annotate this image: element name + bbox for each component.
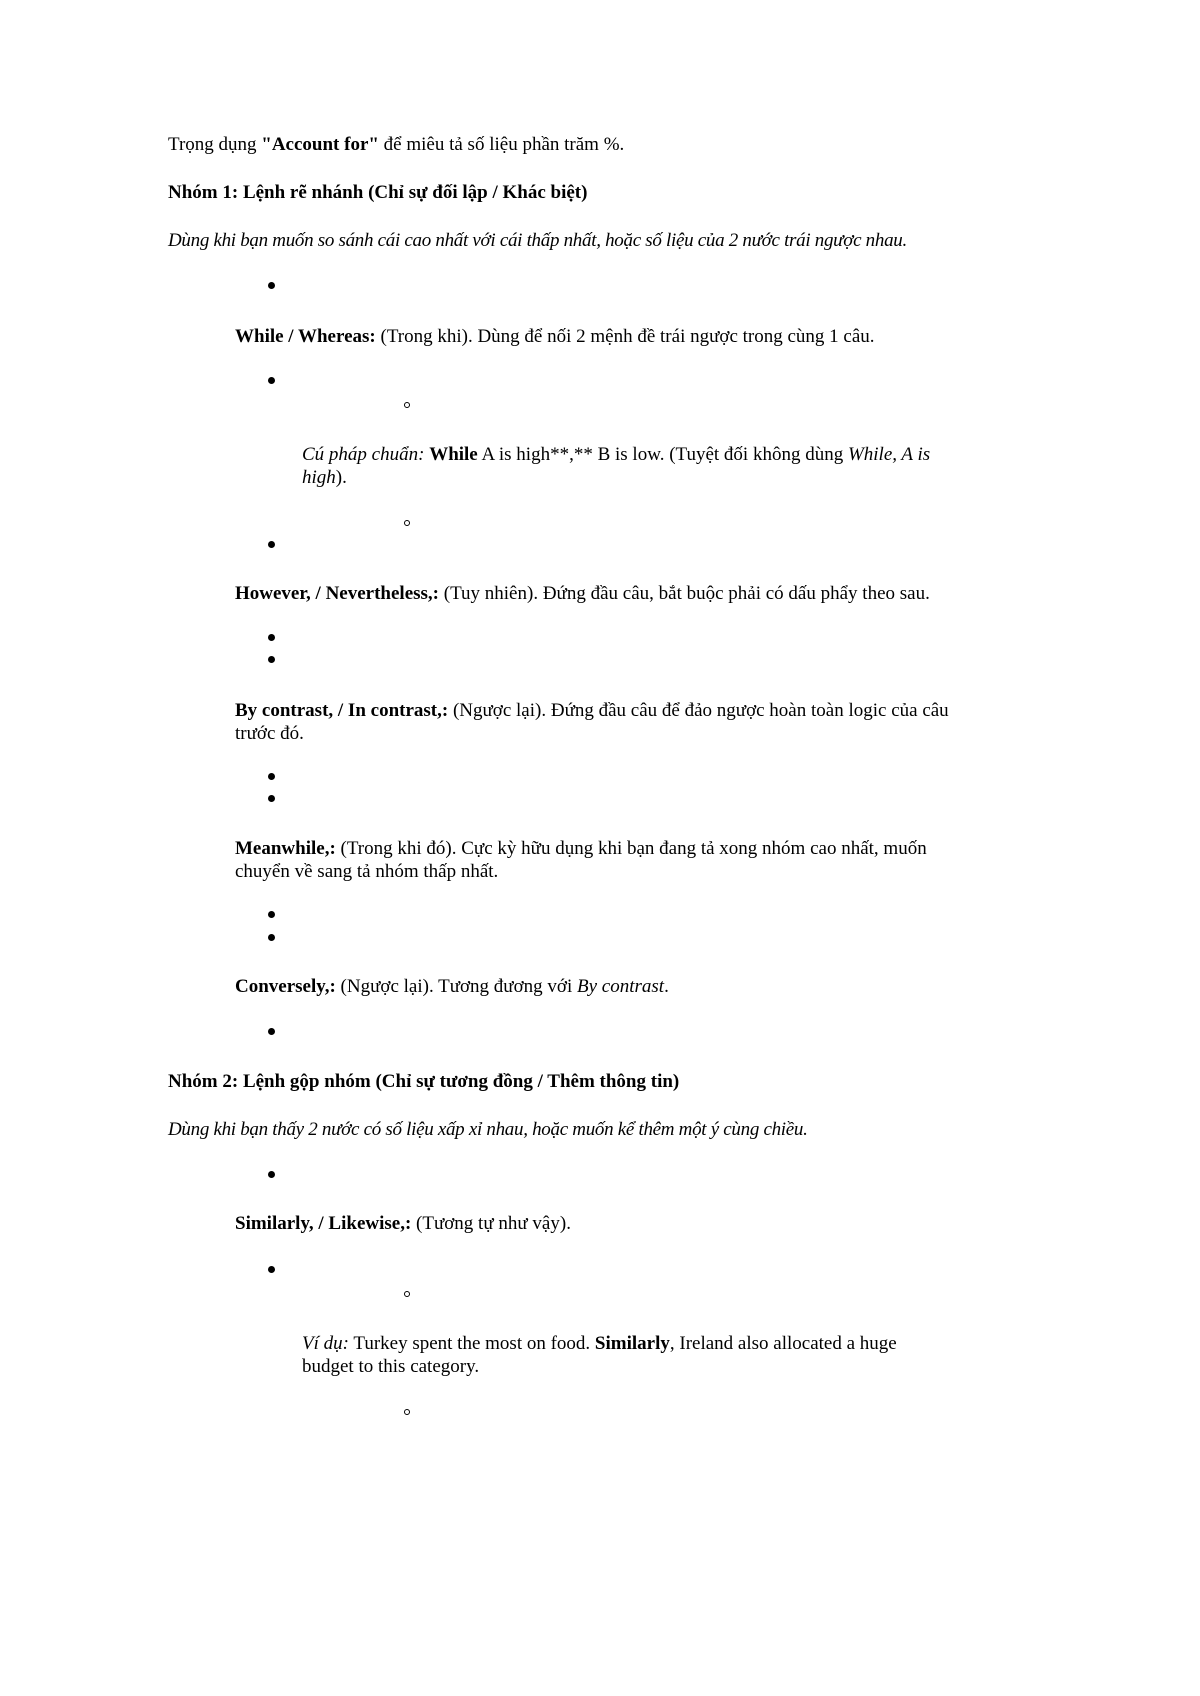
however-item <box>235 582 930 605</box>
syntax-italic-tail: While, A is high <box>302 444 931 488</box>
however-term: However, / Nevertheless,: <box>235 583 440 604</box>
syntax-bold-word: While <box>429 444 478 465</box>
conversely-end: . <box>664 976 669 997</box>
example-bold-word: Similarly <box>594 1333 670 1354</box>
while-text: (Trong khi). Dùng để nối 2 mệnh đề trái ngược trong cùng 1 câu. <box>375 326 875 347</box>
intro-prefix: Trọng dụng <box>168 134 262 155</box>
bullet-dot <box>268 1266 275 1273</box>
bullet-dot <box>268 541 275 548</box>
while-term: While / Whereas: <box>235 326 376 347</box>
example-note <box>302 1332 952 1378</box>
intro-suffix: để miêu tả số liệu phần trăm %. <box>378 134 625 155</box>
group1-heading: Nhóm 1: Lệnh rẽ nhánh (Chỉ sự đối lập / Khác biệt) <box>168 182 588 203</box>
example-label: Ví dụ: <box>302 1333 349 1354</box>
intro-bold-term: "Account for" <box>261 134 379 155</box>
sub-bullet-circle <box>404 1291 410 1297</box>
conversely-text: (Ngược lại). Tương đương với <box>335 976 577 997</box>
bycontrast-item <box>235 699 955 745</box>
bullet-dot <box>268 911 275 918</box>
syntax-mid: A is high**,** B is low. (Tuyệt đối không dùng <box>477 444 848 465</box>
bullet-dot <box>268 773 275 780</box>
sub-bullet-circle <box>404 402 410 408</box>
bullet-dot <box>268 795 275 802</box>
meanwhile-text: (Trong khi đó). Cực kỳ hữu dụng khi bạn đang tả xong nhóm cao nhất, muốn chuyển về sang tả nhóm thấp nhất. <box>235 838 927 882</box>
meanwhile-item <box>235 837 935 883</box>
similarly-term: Similarly, / Likewise,: <box>235 1213 412 1234</box>
however-text: (Tuy nhiên). Đứng đầu câu, bắt buộc phải có dấu phẩy theo sau. <box>439 583 930 604</box>
bullet-dot <box>268 377 275 384</box>
sub-bullet-circle <box>404 1409 410 1415</box>
while-item <box>235 325 875 348</box>
bullet-dot <box>268 282 275 289</box>
conversely-item <box>235 975 669 998</box>
bycontrast-term: By contrast, / In contrast,: <box>235 700 449 721</box>
syntax-label: Cú pháp chuẩn: <box>302 444 425 465</box>
similarly-item <box>235 1212 571 1235</box>
bullet-dot <box>268 1028 275 1035</box>
example-text2: , Ireland also allocated a huge budget to this category. <box>302 1333 897 1377</box>
bullet-dot <box>268 934 275 941</box>
syntax-end: ). <box>335 467 347 488</box>
conversely-term: Conversely,: <box>235 976 336 997</box>
meanwhile-term: Meanwhile,: <box>235 838 336 859</box>
bullet-dot <box>268 656 275 663</box>
similarly-text: (Tương tự như vậy). <box>411 1213 571 1234</box>
bullet-dot <box>268 1171 275 1178</box>
example-text1: Turkey spent the most on food. <box>348 1333 595 1354</box>
conversely-italic: By contrast <box>576 976 665 997</box>
intro-paragraph <box>168 133 624 156</box>
group2-description: Dùng khi bạn thấy 2 nước có số liệu xấp xỉ nhau, hoặc muốn kể thêm một ý cùng chiều. <box>168 1119 808 1140</box>
syntax-note <box>302 443 942 489</box>
group1-description: Dùng khi bạn muốn so sánh cái cao nhất với cái thấp nhất, hoặc số liệu của 2 nước trái ngược nhau. <box>168 230 907 251</box>
bycontrast-text: (Ngược lại). Đứng đầu câu để đảo ngược hoàn toàn logic của câu trước đó. <box>235 700 949 744</box>
group2-heading: Nhóm 2: Lệnh gộp nhóm (Chỉ sự tương đồng / Thêm thông tin) <box>168 1071 680 1092</box>
bullet-dot <box>268 634 275 641</box>
sub-bullet-circle <box>404 520 410 526</box>
